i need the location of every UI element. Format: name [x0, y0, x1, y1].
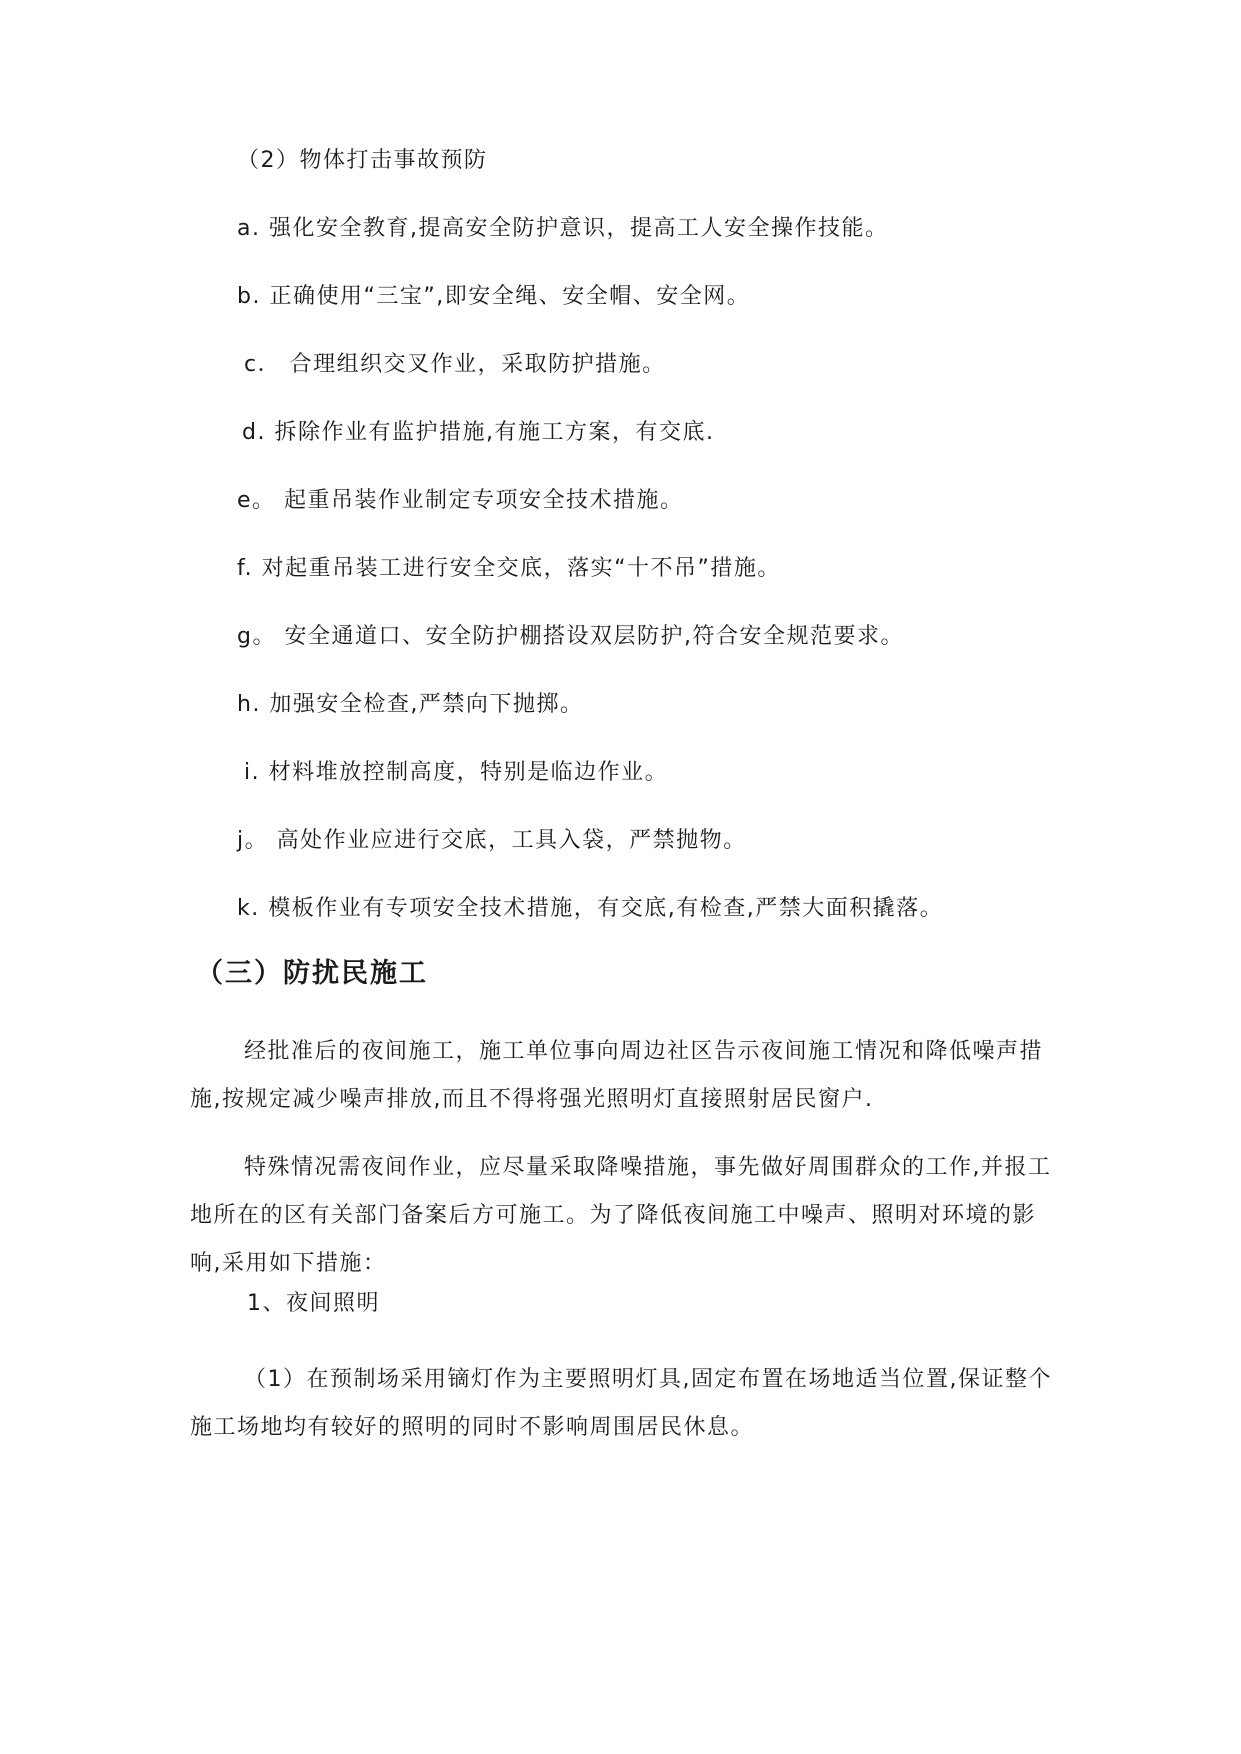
- list-item-g: g。 安全通道口、安全防护棚搭设双层防护,符合安全规范要求。: [237, 624, 904, 649]
- list-item-b: b. 正确使用“三宝”,即安全绳、安全帽、安全网。: [237, 284, 751, 309]
- paragraph-night-construction: 经批准后的夜间施工，施工单位事向周边社区告示夜间施工情况和降低噪声措施,按规定减少噪声排放,而且不得将强光照明灯直接照射居民窗户.: [190, 1039, 1044, 1112]
- paragraph-special-cases: 特殊情况需夜间作业，应尽量采取降噪措施，事先做好周围群众的工作,并报工地所在的区有关部门备案后方可施工。为了降低夜间施工中噪声、照明对环境的影响,采用如下措施：: [190, 1155, 1052, 1276]
- paragraph-lighting-measure: （1）在预制场采用镝灯作为主要照明灯具,固定布置在场地适当位置,保证整个施工场地均有较好的照明的同时不影响周围居民休息。: [190, 1367, 1052, 1440]
- section-title-object-strike: （2）物体打击事故预防: [237, 148, 488, 173]
- list-item-h: h. 加强安全检查,严禁向下抛掷。: [237, 692, 584, 717]
- list-item-c: c． 合理组织交叉作业，采取防护措施。: [244, 352, 666, 377]
- list-item-k: k. 模板作业有专项安全技术措施，有交底,有检查,严禁大面积撬落。: [237, 896, 944, 921]
- section-heading-noise-prevention: （三）防扰民施工: [196, 958, 428, 989]
- list-item-a: a. 强化安全教育,提高安全防护意识，提高工人安全操作技能。: [237, 216, 889, 241]
- list-item-f: f. 对起重吊装工进行安全交底，落实“十不吊”措施。: [237, 556, 781, 581]
- list-item-e: e。 起重吊装作业制定专项安全技术措施。: [237, 488, 684, 513]
- list-item-j: j。 高处作业应进行交底，工具入袋，严禁抛物。: [237, 828, 747, 853]
- list-item-i: i. 材料堆放控制高度，特别是临边作业。: [244, 760, 669, 785]
- list-item-d: d. 拆除作业有监护措施,有施工方案，有交底.: [242, 420, 715, 445]
- subheading-night-lighting: 1、夜间照明: [247, 1291, 380, 1316]
